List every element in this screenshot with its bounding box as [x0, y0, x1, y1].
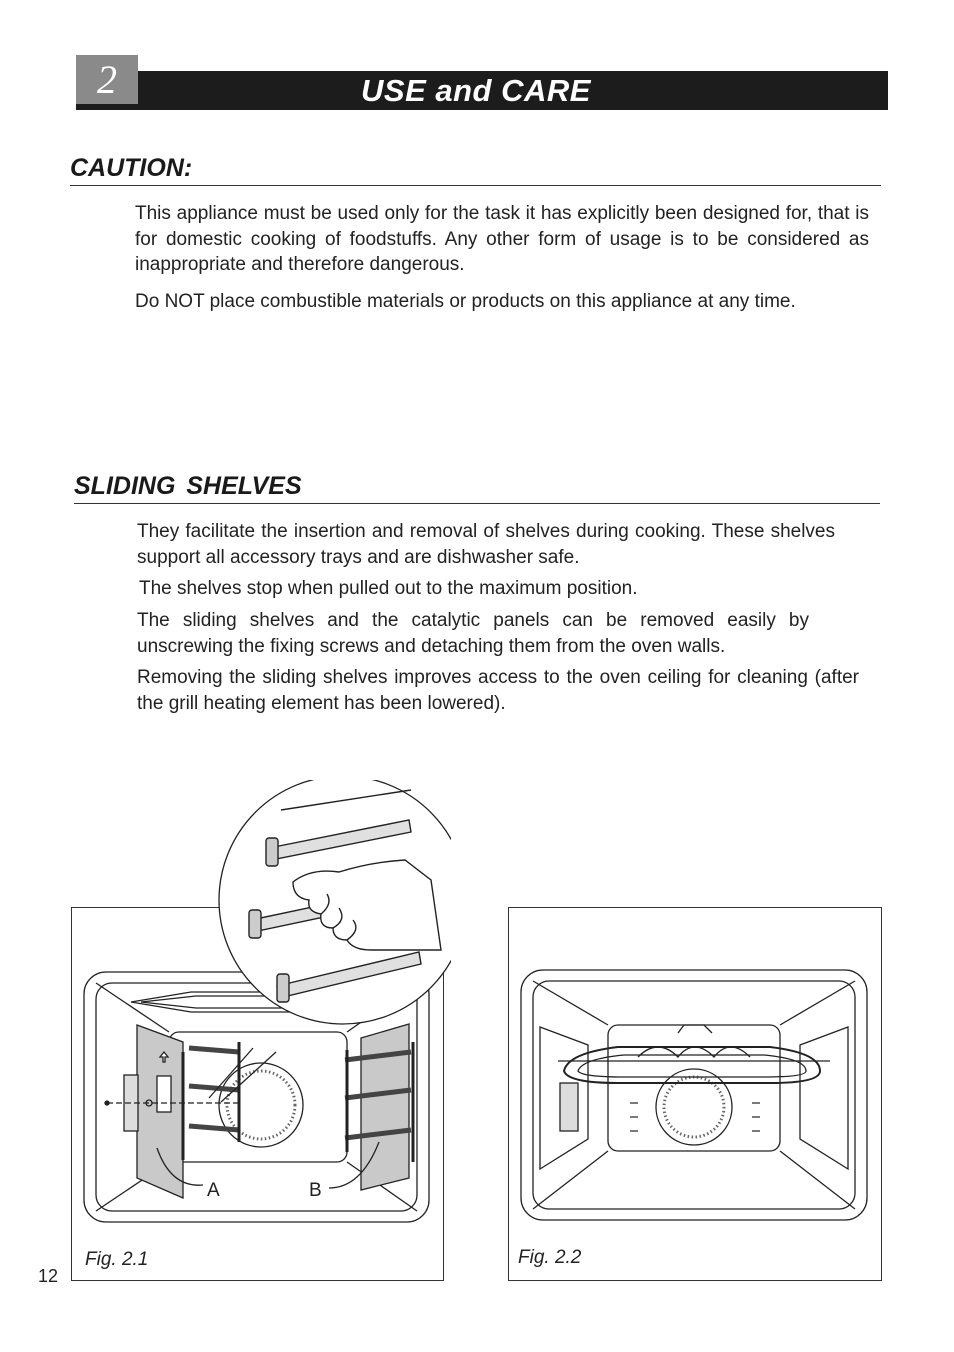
page-number: 12 [38, 1266, 59, 1286]
side-panel-right [800, 1027, 848, 1169]
figure-2-1-caption: Fig. 2.1 [85, 1249, 149, 1270]
shelves-paragraph-1: They facilitate the insertion and removal of shelves during cooking. These shelves support all accessory trays and are dishwasher safe. [137, 521, 835, 568]
fan-grille-2 [656, 1069, 732, 1145]
oven-back-wall [169, 1032, 347, 1162]
caution-heading: CAUTION: [70, 154, 193, 182]
sliding-shelves-heading: SLIDING SHELVES [74, 472, 302, 500]
shelves-paragraph-2: The shelves stop when pulled out to the maximum position. [139, 578, 638, 599]
figure-2-2-illustration [508, 907, 880, 1279]
catalytic-panel-b [361, 1024, 409, 1190]
label-b: B [309, 1180, 322, 1201]
shelves-paragraph-3: The sliding shelves and the catalytic panels can be removed easily by unscrewing the fixing screws and detaching them from the oven walls. [137, 610, 809, 657]
caution-rule [70, 185, 881, 186]
figure-2-2-caption: Fig. 2.2 [518, 1247, 582, 1268]
oven-cavity-inner-2 [533, 981, 855, 1209]
chapter-number: 2 [76, 55, 138, 104]
label-a: A [207, 1180, 220, 1201]
caution-paragraph-1: This appliance must be used only for the task it has explicitly been designed for, that is for domestic cooking of foodstuffs. Any other form of usage is to be considered as inappropriate and therefore dangerous. [135, 203, 869, 276]
figure-2-1-illustration [71, 780, 451, 1250]
fan-grille [219, 1063, 303, 1147]
shelves-paragraph-4: Removing the sliding shelves improves access to the oven ceiling for cleaning (after the grill heating element has been lowered). [137, 667, 859, 714]
caution-paragraph-2: Do NOT place combustible materials or products on this appliance at any time. [135, 291, 796, 312]
sliding-shelves-rule [74, 503, 880, 504]
oven-back-wall-2 [608, 1025, 780, 1151]
page-title: USE and CARE [361, 73, 591, 108]
